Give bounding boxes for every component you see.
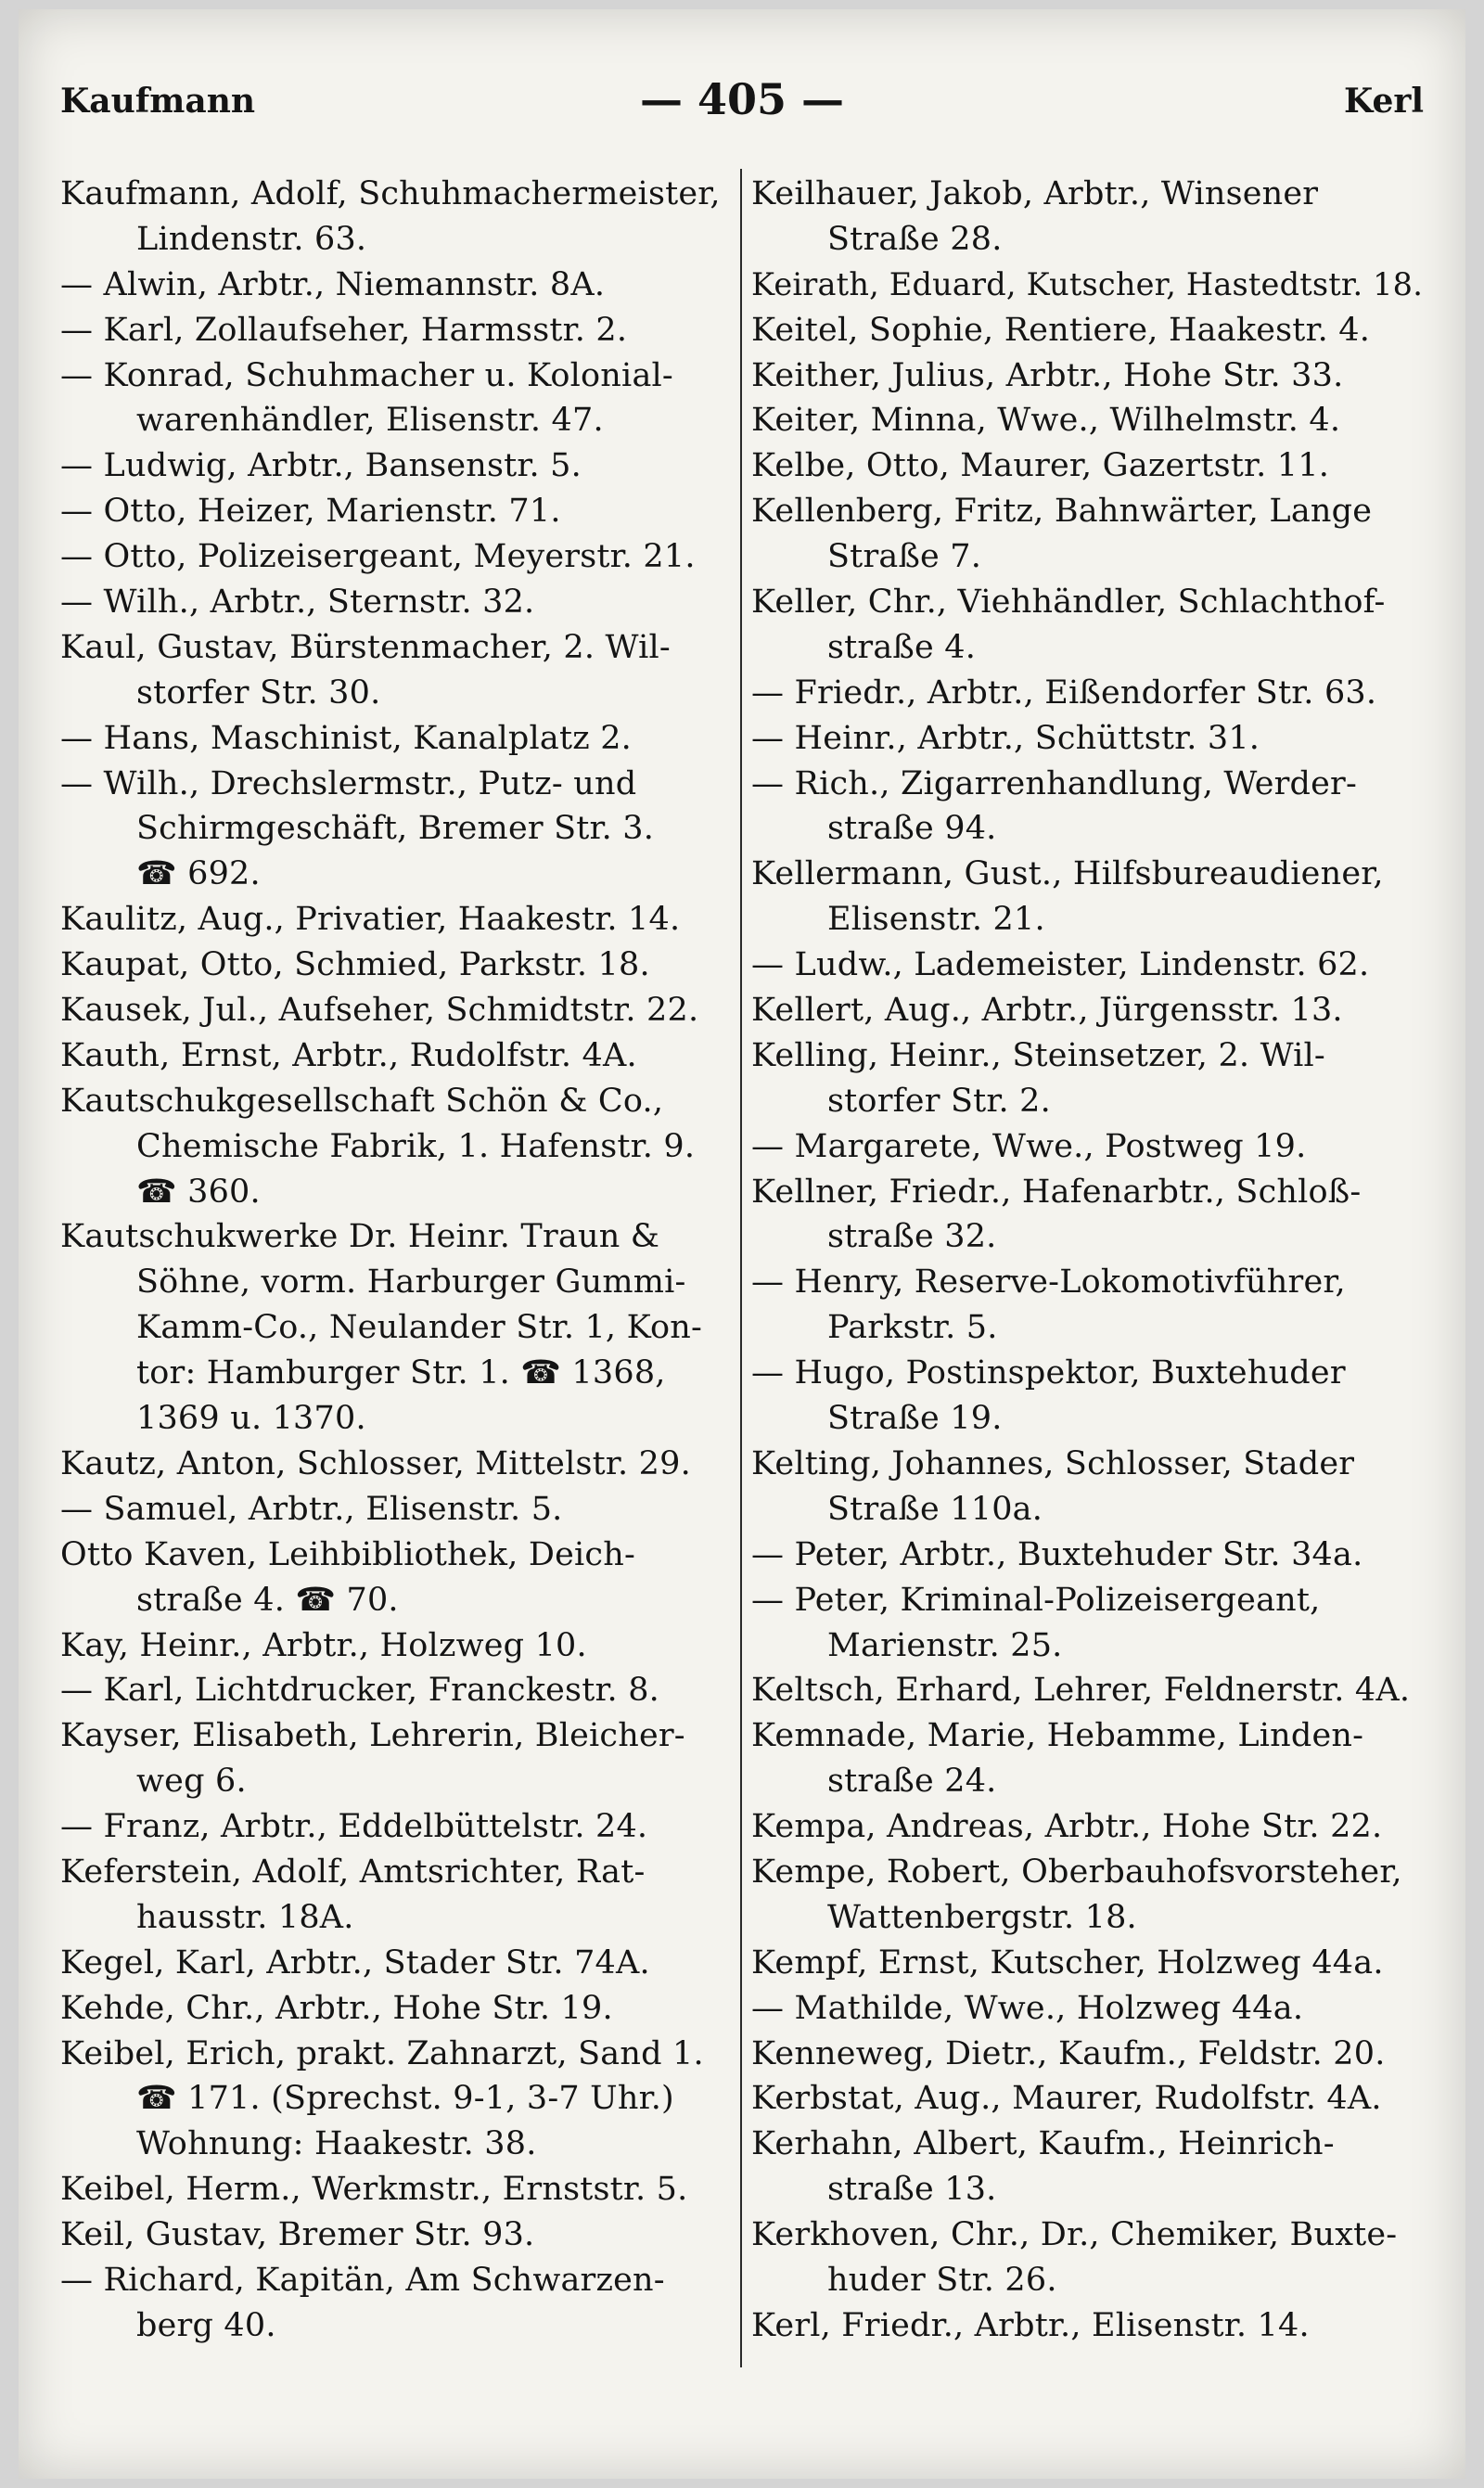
directory-line: — Peter, Kriminal-Polizeisergeant, (751, 1581, 1321, 1619)
directory-line: Kamm-Co., Neulander Str. 1, Kon- (136, 1309, 703, 1347)
running-head-right: Kerl (1343, 82, 1424, 121)
directory-line: straße 24. (827, 1763, 997, 1801)
directory-line: Kehde, Chr., Arbtr., Hohe Str. 19. (60, 1989, 613, 2027)
directory-line: Keller, Chr., Viehhändler, Schlachthof- (751, 584, 1386, 622)
directory-line: Elisenstr. 21. (827, 901, 1045, 939)
directory-line: — Hans, Maschinist, Kanalplatz 2. (60, 719, 632, 757)
directory-line: — Wilh., Drechslermstr., Putz- und (60, 764, 637, 802)
running-head-left: Kaufmann (60, 82, 256, 121)
directory-line: Kemnade, Marie, Hebamme, Linden- (751, 1717, 1364, 1755)
directory-line: Parkstr. 5. (827, 1309, 998, 1347)
directory-line: — Heinr., Arbtr., Schüttstr. 31. (751, 719, 1260, 757)
directory-line: Straße 28. (827, 220, 1003, 258)
directory-line: Keilhauer, Jakob, Arbtr., Winsener (751, 175, 1319, 212)
directory-line: — Ludw., Lademeister, Lindenstr. 62. (751, 946, 1370, 984)
directory-line: Chemische Fabrik, 1. Hafenstr. 9. (136, 1127, 696, 1165)
directory-line: Kaul, Gustav, Bürstenmacher, 2. Wil- (60, 628, 671, 666)
directory-line: straße 4. ☎ 70. (136, 1581, 399, 1619)
left-column (60, 172, 733, 2349)
directory-line: — Rich., Zigarrenhandlung, Werder- (751, 764, 1358, 802)
directory-line: Kegel, Karl, Arbtr., Stader Str. 74A. (60, 1943, 650, 1981)
directory-line: Kenneweg, Dietr., Kaufm., Feldstr. 20. (751, 2034, 1386, 2072)
directory-line: 1369 u. 1370. (136, 1400, 366, 1438)
directory-line: Kayser, Elisabeth, Lehrerin, Bleicher- (60, 1717, 685, 1755)
directory-line: Keltsch, Erhard, Lehrer, Feldnerstr. 4A. (751, 1672, 1411, 1710)
directory-line: Kellner, Friedr., Hafenarbtr., Schloß- (751, 1173, 1362, 1211)
directory-line: — Hugo, Postinspektor, Buxtehuder (751, 1354, 1346, 1392)
directory-line: Kaufmann, Adolf, Schuhmachermeister, (60, 175, 721, 212)
directory-line: Kaulitz, Aug., Privatier, Haakestr. 14. (60, 901, 681, 939)
directory-line: ☎ 692. (136, 855, 261, 893)
page-header (60, 74, 1424, 137)
directory-line: — Alwin, Arbtr., Niemannstr. 8A. (60, 265, 606, 303)
directory-line: — Friedr., Arbtr., Eißendorfer Str. 63. (751, 673, 1377, 712)
directory-line: Keibel, Herm., Werkmstr., Ernststr. 5. (60, 2171, 688, 2209)
directory-line: huder Str. 26. (827, 2261, 1057, 2299)
directory-line: Kempe, Robert, Oberbauhofsvorsteher, (751, 1853, 1402, 1891)
directory-line: — Richard, Kapitän, Am Schwarzen- (60, 2261, 665, 2299)
directory-line: Kerbstat, Aug., Maurer, Rudolfstr. 4A. (751, 2080, 1382, 2118)
directory-line: — Wilh., Arbtr., Sternstr. 32. (60, 584, 535, 622)
directory-line: storfer Str. 30. (136, 673, 381, 712)
directory-line: — Henry, Reserve-Lokomotivführer, (751, 1263, 1346, 1302)
directory-line: ☎ 360. (136, 1173, 261, 1211)
directory-line: Kauth, Ernst, Arbtr., Rudolfstr. 4A. (60, 1036, 637, 1074)
directory-line: Kautschukwerke Dr. Heinr. Traun & (60, 1218, 660, 1256)
directory-line: Kay, Heinr., Arbtr., Holzweg 10. (60, 1626, 587, 1664)
directory-line: Kerhahn, Albert, Kaufm., Heinrich- (751, 2125, 1335, 2163)
directory-line: Keil, Gustav, Bremer Str. 93. (60, 2216, 535, 2254)
directory-line: Kerkhoven, Chr., Dr., Chemiker, Buxte- (751, 2216, 1398, 2254)
directory-line: Kellermann, Gust., Hilfsbureaudiener, (751, 855, 1384, 893)
directory-line: Kaupat, Otto, Schmied, Parkstr. 18. (60, 946, 650, 984)
directory-line: warenhändler, Elisenstr. 47. (136, 402, 604, 440)
directory-line: straße 94. (827, 810, 997, 848)
directory-line: weg 6. (136, 1763, 247, 1801)
directory-line: Schirmgeschäft, Bremer Str. 3. (136, 810, 655, 848)
right-column (751, 172, 1428, 2349)
directory-line: Straße 110a. (827, 1490, 1043, 1528)
directory-line: ☎ 171. (Sprechst. 9-1, 3-7 Uhr.) (136, 2080, 674, 2118)
directory-line: Keibel, Erich, prakt. Zahnarzt, Sand 1. (60, 2034, 704, 2072)
directory-line: Kempa, Andreas, Arbtr., Hohe Str. 22. (751, 1808, 1383, 1846)
directory-line: Straße 7. (827, 538, 982, 576)
directory-line: — Karl, Zollaufseher, Harmsstr. 2. (60, 311, 628, 349)
directory-line: — Karl, Lichtdrucker, Franckestr. 8. (60, 1672, 660, 1710)
directory-line: Otto Kaven, Leihbibliothek, Deich- (60, 1535, 635, 1573)
directory-line: berg 40. (136, 2306, 276, 2344)
directory-line: tor: Hamburger Str. 1. ☎ 1368, (136, 1354, 666, 1392)
directory-line: Keitel, Sophie, Rentiere, Haakestr. 4. (751, 311, 1371, 349)
directory-line: Wattenbergstr. 18. (827, 1898, 1137, 1936)
directory-line: storfer Str. 2. (827, 1082, 1051, 1120)
directory-line: — Franz, Arbtr., Eddelbüttelstr. 24. (60, 1808, 648, 1846)
directory-page (19, 9, 1465, 2479)
directory-line: Söhne, vorm. Harburger Gummi- (136, 1263, 686, 1302)
directory-line: — Otto, Polizeisergeant, Meyerstr. 21. (60, 538, 696, 576)
directory-line: Kausek, Jul., Aufseher, Schmidtstr. 22. (60, 992, 699, 1030)
directory-line: Kellert, Aug., Arbtr., Jürgensstr. 13. (751, 992, 1343, 1030)
directory-line: Keirath, Eduard, Kutscher, Hastedtstr. 18. (751, 265, 1424, 302)
directory-line: straße 4. (827, 628, 977, 666)
directory-line: Keferstein, Adolf, Amtsrichter, Rat- (60, 1853, 646, 1891)
directory-line: Kellenberg, Fritz, Bahnwärter, Lange (751, 493, 1373, 531)
directory-line: — Konrad, Schuhmacher u. Kolonial- (60, 356, 673, 394)
directory-line: straße 13. (827, 2171, 997, 2209)
directory-line: Kerl, Friedr., Arbtr., Elisenstr. 14. (751, 2306, 1310, 2344)
directory-line: Keiter, Minna, Wwe., Wilhelmstr. 4. (751, 402, 1341, 440)
directory-line: — Mathilde, Wwe., Holzweg 44a. (751, 1989, 1304, 2027)
directory-line: Lindenstr. 63. (136, 220, 367, 258)
directory-line: Wohnung: Haakestr. 38. (136, 2125, 537, 2163)
directory-line: Kautz, Anton, Schlosser, Mittelstr. 29. (60, 1444, 691, 1482)
directory-line: — Ludwig, Arbtr., Bansenstr. 5. (60, 447, 582, 485)
directory-line: Straße 19. (827, 1400, 1003, 1438)
directory-line: Marienstr. 25. (827, 1626, 1063, 1664)
directory-line: — Samuel, Arbtr., Elisenstr. 5. (60, 1490, 563, 1528)
directory-line: straße 32. (827, 1218, 997, 1256)
directory-line: Kelling, Heinr., Steinsetzer, 2. Wil- (751, 1036, 1325, 1074)
directory-line: — Margarete, Wwe., Postweg 19. (751, 1127, 1307, 1165)
directory-line: Kempf, Ernst, Kutscher, Holzweg 44a. (751, 1943, 1384, 1981)
column-divider (740, 169, 742, 2367)
directory-line: — Peter, Arbtr., Buxtehuder Str. 34a. (751, 1535, 1363, 1573)
directory-line: hausstr. 18A. (136, 1898, 354, 1936)
page-number: — 405 — (639, 74, 845, 124)
directory-line: Kautschukgesellschaft Schön & Co., (60, 1082, 664, 1120)
directory-line: Keither, Julius, Arbtr., Hohe Str. 33. (751, 356, 1344, 394)
directory-line: — Otto, Heizer, Marienstr. 71. (60, 493, 561, 531)
directory-line: Kelting, Johannes, Schlosser, Stader (751, 1444, 1355, 1482)
directory-line: Kelbe, Otto, Maurer, Gazertstr. 11. (751, 447, 1330, 485)
